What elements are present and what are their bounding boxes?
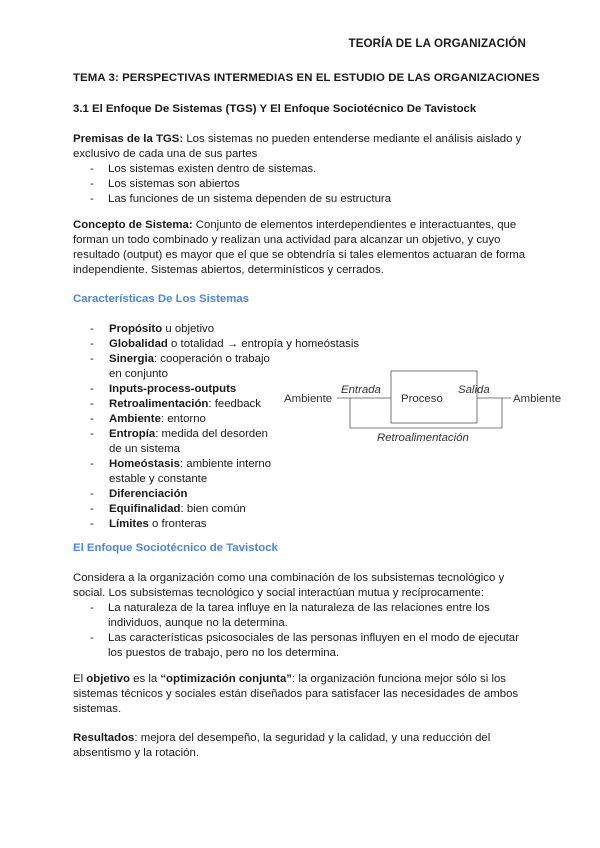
list-item: - Las funciones de un sistema dependen de su estructura	[73, 192, 533, 207]
section-title: 3.1 El Enfoque De Sistemas (TGS) Y El Enfoque Sociotécnico De Tavistock	[73, 103, 477, 115]
tavistock-block	[73, 571, 535, 661]
term: Límites	[109, 518, 149, 530]
tavistock-intro: Considera a la organización como una combinación de los subsistemas tecnológico y social. Los subsistemas tecnológico y social interactúan mutua y recíprocamente:	[73, 572, 505, 599]
resultados-block	[73, 731, 535, 761]
list-item: - Las características psicosociales de las personas influyen en el modo de ejecutar los puestos de trabajo, pero no los determina.	[73, 631, 535, 661]
objetivo-mid: es la	[129, 673, 161, 685]
premisas-list	[73, 162, 533, 207]
list-item	[73, 412, 273, 427]
diagram-right-ambiente: Ambiente	[513, 393, 562, 405]
premisas-label: Premisas de la TGS:	[73, 133, 184, 145]
list-item	[73, 457, 273, 487]
term: Entropía	[109, 428, 156, 440]
desc: : bien común	[180, 503, 246, 515]
desc: : medida del desorden de un sistema	[109, 428, 268, 455]
objetivo-label: objetivo	[86, 673, 130, 685]
list-item	[73, 352, 273, 382]
objetivo-text: : la organización funciona mejor sólo si los sistemas técnicos y sociales están diseñados para satisfacer las necesidades de ambos sistemas.	[73, 673, 519, 715]
term: Equifinalidad	[109, 503, 181, 515]
system-diagram-svg	[280, 366, 570, 446]
premisas-text: Los sistemas no pueden entenderse mediante el análisis aislado y exclusivo de cada una de sus partes	[73, 133, 522, 160]
list-item	[73, 487, 273, 502]
tavistock-list	[73, 601, 535, 661]
list-item	[73, 382, 273, 397]
tavistock-heading	[73, 541, 533, 556]
topic-title: TEMA 3: PERSPECTIVAS INTERMEDIAS EN EL ESTUDIO DE LAS ORGANIZACIONES	[73, 72, 540, 84]
caracteristicas-block	[73, 322, 360, 532]
term: Ambiente	[109, 413, 161, 425]
list-item: - Los sistemas existen dentro de sistemas.	[73, 162, 533, 177]
concepto-paragraph	[73, 218, 533, 278]
list-item	[73, 397, 273, 412]
diagram-salida: Salida	[458, 384, 490, 396]
premisas-paragraph	[73, 132, 533, 162]
system-diagram	[280, 366, 570, 446]
desc: u objetivo	[162, 323, 215, 335]
concepto-block	[73, 218, 533, 278]
term: Propósito	[109, 323, 163, 335]
objetivo-block	[73, 672, 535, 717]
desc: : cooperación o trabajo en conjunto	[109, 353, 270, 380]
premisas-block	[73, 132, 533, 207]
list-item	[73, 502, 273, 517]
list-item	[73, 337, 369, 352]
desc: : feedback	[208, 398, 261, 410]
list-item: - Los sistemas son abiertos	[73, 177, 533, 192]
resultados-label: Resultados	[73, 732, 135, 744]
diagram-proceso: Proceso	[401, 393, 443, 405]
course-header: TEORÍA DE LA ORGANIZACIÓN	[348, 37, 526, 50]
desc: o totalidad → entropía y homeóstasis	[167, 338, 360, 350]
term: Retroalimentación	[109, 398, 209, 410]
caracteristicas-heading	[73, 292, 533, 307]
objetivo-paragraph	[73, 672, 535, 717]
objetivo-quote: “optimización conjunta”	[160, 673, 292, 685]
resultados-text: : mejora del desempeño, la seguridad y la calidad, y una reducción del absentismo y la rotación.	[73, 732, 491, 759]
term: Homeóstasis	[109, 458, 180, 470]
diagram-left-ambiente: Ambiente	[284, 393, 333, 405]
term: Inputs-process-outputs	[109, 383, 237, 395]
concepto-label: Concepto de Sistema:	[73, 219, 193, 231]
desc: : ambiente interno estable y constante	[109, 458, 272, 485]
desc: : entorno	[160, 413, 206, 425]
caracteristicas-list	[73, 322, 360, 532]
list-item: - La naturaleza de la tarea influye en la naturaleza de las relaciones entre los individuos, aunque no la determina.	[73, 601, 535, 631]
objetivo-pre: El	[73, 673, 87, 685]
concepto-text: Conjunto de elementos interdependientes e interactuantes, que forman un todo combinado y realizan una actividad para alcanzar un objetivo, y cuyo resultado (output) es mayor que el que se obtendría si tales elementos actuaran de forma independiente. Sistemas abiertos, determinísticos y cerrados.	[73, 219, 526, 276]
term: Sinergia	[109, 353, 154, 365]
tavistock-heading-text: El Enfoque Sociotécnico de Tavistock	[73, 542, 278, 554]
term: Diferenciación	[109, 488, 188, 500]
list-item	[73, 427, 273, 457]
caracteristicas-heading-text: Características De Los Sistemas	[73, 293, 250, 305]
list-item	[73, 517, 273, 532]
diagram-retroalimentacion: Retroalimentación	[377, 432, 469, 444]
term: Globalidad	[109, 338, 168, 350]
diagram-entrada: Entrada	[341, 384, 381, 396]
list-item	[73, 322, 273, 337]
resultados-paragraph	[73, 731, 535, 761]
desc: o fronteras	[148, 518, 207, 530]
